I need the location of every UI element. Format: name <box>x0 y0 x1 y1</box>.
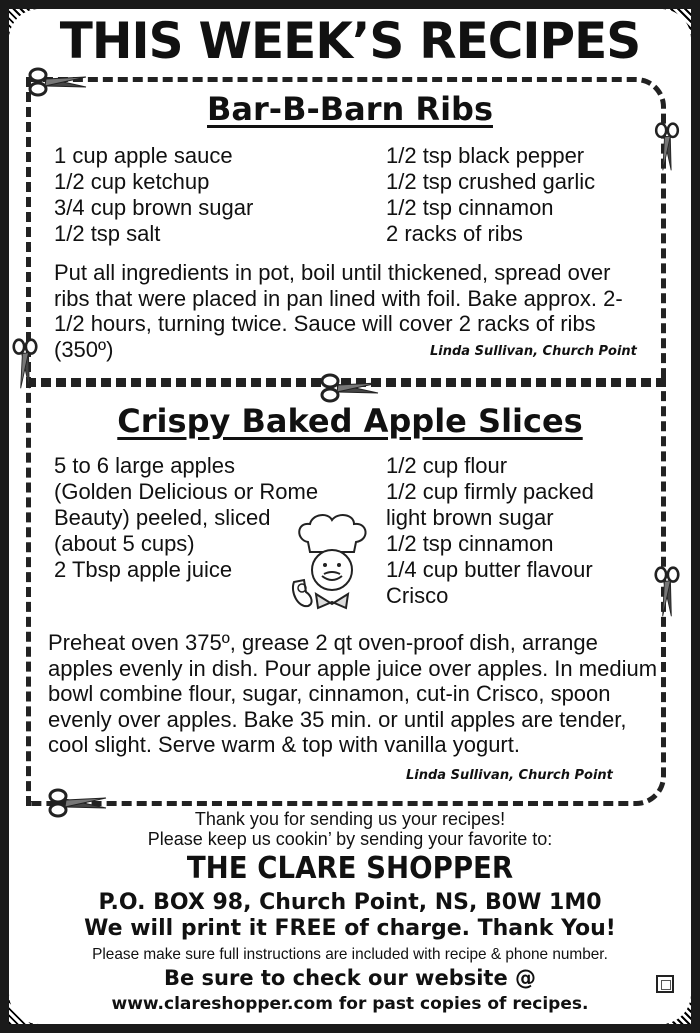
keep-cooking-text: Please keep us cookin’ by sending your favorite to: <box>147 829 553 849</box>
recipe-directions: Put all ingredients in pot, boil until thickened, spread over ribs that were placed in pan lined with foil. Bake approx. 2-1/2 hours, turning twice. Sauce will cover 2 racks of ribs (350º) <box>54 260 623 362</box>
ingredient: light brown sugar <box>386 505 554 530</box>
scissors-icon <box>320 373 380 403</box>
ingredient-list-left <box>54 143 253 247</box>
ingredient-list-left <box>54 453 318 583</box>
recipe-title: Crispy Baked Apple Slices <box>117 402 583 440</box>
recycle-box-icon <box>656 975 674 993</box>
recipe-title: Bar-B-Barn Ribs <box>207 90 493 128</box>
website-link[interactable]: www.clareshopper.com for past copies of recipes. <box>111 994 589 1014</box>
ingredient: Crisco <box>386 583 449 608</box>
scissors-icon <box>6 338 44 390</box>
ingredient: 3/4 cup brown sugar <box>54 195 254 220</box>
mailing-address: P.O. BOX 98, Church Point, NS, B0W 1M0 <box>98 890 602 915</box>
ingredient: 1/2 tsp cinnamon <box>386 531 554 556</box>
scissors-icon <box>648 566 686 618</box>
ingredient-list-right <box>386 143 595 247</box>
ingredient: Beauty) peeled, sliced <box>54 505 271 530</box>
ingredient: 2 racks of ribs <box>386 221 523 246</box>
website-prompt: Be sure to check our website @ <box>163 966 537 990</box>
ingredient: 1/2 tsp cinnamon <box>386 195 554 220</box>
shopper-name: THE CLARE SHOPPER <box>186 851 514 886</box>
ingredient: (about 5 cups) <box>54 531 195 556</box>
recipe-directions: Preheat oven 375º, grease 2 qt oven-proof dish, arrange apples evenly in dish. Pour apple juice over apples. In medium bowl combine flour, sugar, cinnamon, cut-in Crisco, spoon evenly over apples. Bake 35 min. or until apples are tender, cool slight. Serve warm & top with vanilla yogurt. <box>48 630 658 757</box>
ingredient: 1/2 tsp salt <box>54 221 161 246</box>
scissors-icon <box>648 122 686 172</box>
ingredient: 1 cup apple sauce <box>54 143 233 168</box>
ingredient: 1/4 cup butter flavour <box>386 557 593 582</box>
ingredient: 1/2 cup flour <box>386 453 508 478</box>
ingredient: 5 to 6 large apples <box>54 453 236 478</box>
ingredient: 2 Tbsp apple juice <box>54 557 233 582</box>
free-print-text: We will print it FREE of charge. Thank You! <box>84 916 616 941</box>
chef-illustration <box>286 512 378 616</box>
ingredient: 1/2 tsp black pepper <box>386 143 585 168</box>
recipe-credit: Linda Sullivan, Church Point <box>406 768 613 783</box>
ingredient: 1/2 cup firmly packed <box>386 479 594 504</box>
ingredient: 1/2 tsp crushed garlic <box>386 169 596 194</box>
recipe-credit: Linda Sullivan, Church Point <box>430 344 637 359</box>
page-title: THIS WEEK’S RECIPES <box>59 12 641 70</box>
thanks-text: Thank you for sending us your recipes! <box>194 809 506 829</box>
instructions-text: Please make sure full instructions are included with recipe & phone number. <box>92 946 608 963</box>
ingredient: 1/2 cup ketchup <box>54 169 210 194</box>
ingredient: (Golden Delicious or Rome <box>54 479 319 504</box>
ingredient-list-right <box>386 453 594 609</box>
